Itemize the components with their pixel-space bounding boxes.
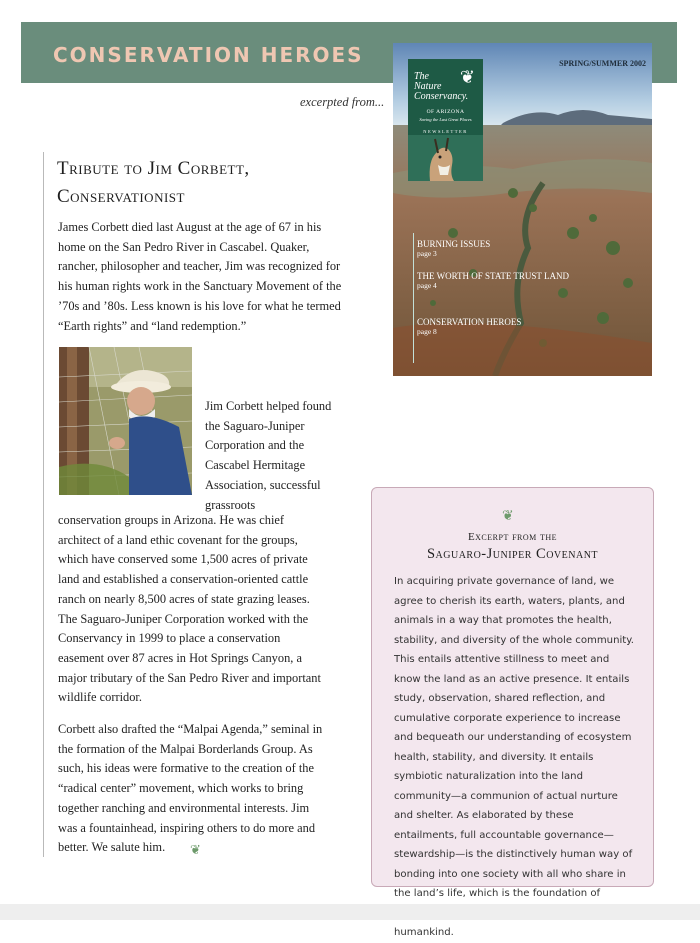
jim-corbett-photo <box>59 347 192 495</box>
cover-item-burning-issues <box>417 239 490 259</box>
article-title-line-1: Tribute to Jim Corbett, <box>57 158 250 179</box>
man-at-fence-illustration <box>59 347 192 495</box>
pronghorn-photo <box>408 135 483 181</box>
article-main-paragraph: conservation groups in Arizona. He was chief architect of a land ethic covenant for the groups, which have conserved some 1,500 acres of private land and established a conservation-oriented cattle ranch on nearly 8,500 acres of state grazing leases. The Saguaro-Juniper Corporation worked with the Conservancy in 1999 to place a conservation easement over 87 acres in Hot Springs Canyon, a major tributary of the San Pedro River and important wildlife corridor. <box>58 513 321 705</box>
cover-season-label: SPRING/SUMMER 2002 <box>559 59 646 68</box>
cover-item-title: THE WORTH OF STATE TRUST LAND <box>417 271 569 281</box>
logo-tagline: Saving the Last Great Places <box>419 117 472 122</box>
cover-vertical-rule <box>413 233 414 363</box>
cover-item-title: CONSERVATION HEROES <box>417 317 522 327</box>
nature-conservancy-logo <box>408 59 483 129</box>
oak-leaf-icon: ❦ <box>459 67 475 87</box>
pronghorn-illustration <box>408 135 483 181</box>
leaf-ornament-icon: ❦ <box>190 842 201 857</box>
banner-title: CONSERVATION HEROES <box>53 43 364 67</box>
excerpted-from-label: excerpted from... <box>300 95 385 109</box>
cover-item-page: page 3 <box>417 249 437 258</box>
leaf-ornament-icon: ❦ <box>502 509 514 524</box>
article-closing-paragraph: Corbett also drafted the “Malpai Agenda,” seminal in the formation of the Malpai Borderlands Group. As such, his ideas were formative to the creation of the “radical center” movement, which works to bring together ranching and environmental interests. Jim was a fountainhead, inspiring others to do more and better. We salute him. <box>58 722 323 855</box>
article-title <box>57 155 250 211</box>
article-intro-paragraph: James Corbett died last August at the age of 67 in his home on the San Pedro River in Cascabel. Quaker, rancher, philosopher and teacher, Jim was recognized for his human rights work in the Sanctuary Movement of the ’70s and ’80s. Less known is his love for what he termed “Earth rights” and “land redemption.” <box>58 220 342 333</box>
article-title-line-2: Conservationist <box>57 186 185 207</box>
cover-item-conservation-heroes <box>417 317 521 337</box>
article-side-paragraph: Jim Corbett helped found the Saguaro-Juniper Corporation and the Cascabel Hermitage Association, successful grassroots <box>205 399 332 512</box>
logo-line-1: The <box>414 71 429 82</box>
cover-item-page: page 4 <box>417 281 437 290</box>
newsletter-bar: NEWSLETTER <box>408 129 483 135</box>
newsletter-cover-image <box>393 43 652 376</box>
covenant-excerpt-box <box>371 487 654 938</box>
covenant-body-text: In acquiring private governance of land, we agree to cherish its earth, waters, plants, and animals in a way that promotes the health, stability, and diversity of the whole community. This entails attentive stillness to meet and know the land as an active presence. It entails study, observation, shared reflection, and cumulative corporate experience to increase and bequeath our understanding of ecosystem health, stability, and diversity. It entails symbiotic naturalization into the land community—a communion of actual nurture and shelter. As elaborated by these entailments, full accountable governance—stewardship—is the distinctively human way of bonding into one society with all who share in the land’s life, which is the foundation of humankind. <box>394 576 634 938</box>
cover-item-state-trust-land <box>417 271 569 291</box>
cover-item-title: BURNING ISSUES <box>417 239 491 249</box>
logo-subtitle: OF ARIZONA <box>426 109 465 115</box>
logo-line-2: Nature <box>414 81 442 92</box>
page-bottom-strip <box>0 904 700 920</box>
covenant-heading-small: Excerpt from the <box>467 531 558 543</box>
cover-item-page: page 8 <box>417 327 437 336</box>
article-left-rule <box>43 152 44 857</box>
logo-line-3: Conservancy. <box>414 91 469 102</box>
covenant-heading: Saguaro-Juniper Covenant <box>426 546 599 562</box>
